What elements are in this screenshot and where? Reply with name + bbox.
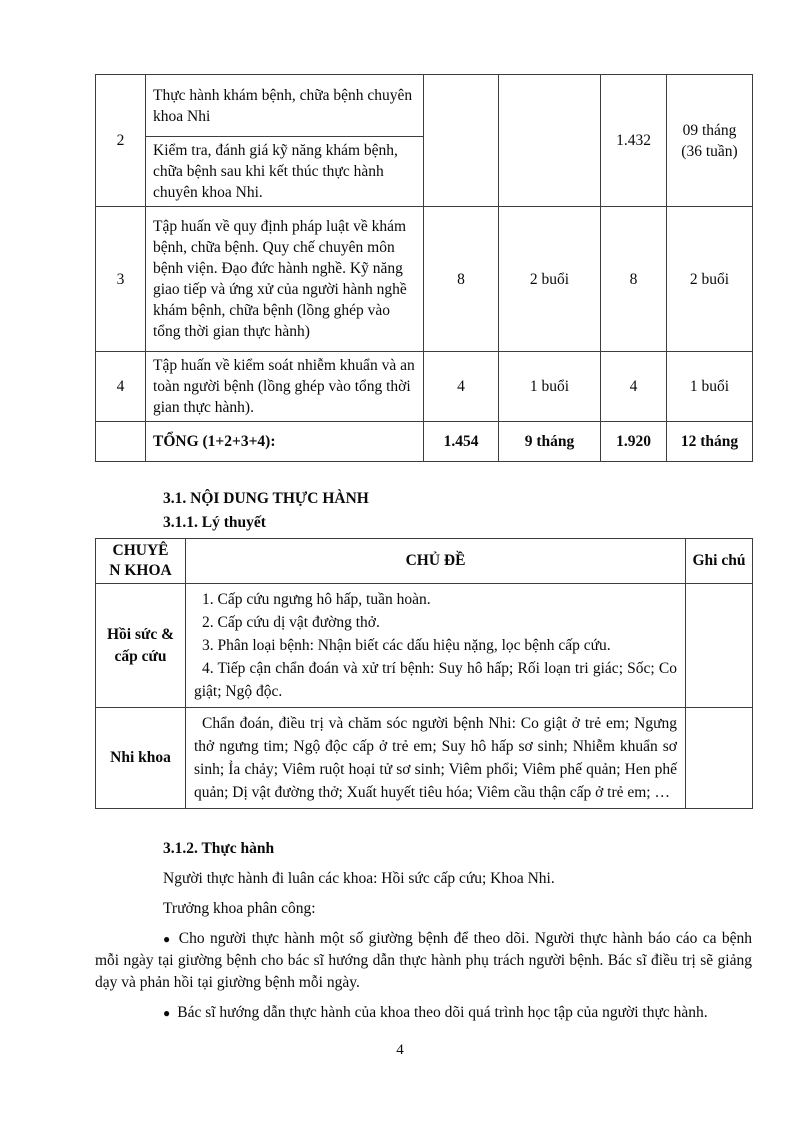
practice-paragraph-1: Người thực hành đi luân các khoa: Hồi sức cấp cứu; Khoa Nhi. [163,870,555,887]
specialty-header-line1: CHUYÊ [112,542,169,559]
total-duration-cell: 12 tháng [667,422,753,462]
topic-cell [186,584,686,708]
practice-bullet-1 [95,928,752,994]
total-duration-cell: 9 tháng [499,422,601,462]
sessions-cell: 1 buổi [667,352,753,422]
table-row [96,352,753,422]
practice-paragraph-2: Trưởng khoa phân công: [163,900,316,917]
topic-item: 3. Phân loại bệnh: Nhận biết các dấu hiệu nặng, lọc bệnh cấp cứu. [202,637,611,654]
table-header-row [96,539,753,584]
total-label-cell: TỔNG (1+2+3+4): [146,422,424,462]
section-heading-3-1: 3.1. NỘI DUNG THỰC HÀNH [163,490,369,507]
total-row [96,422,753,462]
specialty-header-line2: N KHOA [109,562,172,579]
total-hours-cell: 1.920 [601,422,667,462]
row-number-cell: 4 [96,352,146,422]
theory-table [95,538,753,809]
section-heading-3-1-1: 3.1.1. Lý thuyết [163,514,266,531]
activity-cell: Thực hành khám bệnh, chữa bệnh chuyên khoa Nhi [146,75,424,137]
row-number-cell: 3 [96,207,146,352]
section-heading-3-1-2: 3.1.2. Thực hành [163,840,275,857]
topic-item: 4. Tiếp cận chẩn đoán và xử trí bệnh: Suy hô hấp; Rối loạn tri giác; Sốc; Co giật; Ngộ độc. [194,660,677,700]
topic-header-cell: CHỦ ĐỀ [186,539,686,584]
table-row [96,75,753,137]
sessions-cell: 2 buổi [499,207,601,352]
row-number-cell: 2 [96,75,146,207]
practice-bullet-2-text: Bác sĩ hướng dẫn thực hành của khoa theo dõi quá trình học tập của người thực hành. [177,1004,708,1021]
hours-cell: 4 [601,352,667,422]
note-cell [686,584,753,708]
hours-cell: 8 [424,207,499,352]
topic-item: 1. Cấp cứu ngưng hô hấp, tuần hoàn. [202,591,431,608]
practice-bullet-2 [95,1002,752,1024]
sessions-cell: 1 buổi [499,352,601,422]
bullet-icon: ● [163,1006,171,1020]
summary-table [95,74,753,462]
specialty-cell: Nhi khoa [96,708,186,809]
note-cell [686,708,753,809]
total-hours-cell: 1.454 [424,422,499,462]
activity-cell: Kiểm tra, đánh giá kỹ năng khám bệnh, chữa bệnh sau khi kết thúc thực hành chuyên khoa Nhi. [146,137,424,207]
bullet-icon: ● [163,932,172,946]
table-row [96,207,753,352]
table-row [96,708,753,809]
sessions-cell: 2 buổi [667,207,753,352]
hours-cell: 8 [601,207,667,352]
topic-cell [186,708,686,809]
specialty-cell: Hồi sức & cấp cứu [96,584,186,708]
duration-cell: 09 tháng (36 tuần) [667,75,753,207]
page-number: 4 [396,1042,404,1058]
note-header-cell: Ghi chú [686,539,753,584]
activity-cell: Tập huấn về quy định pháp luật về khám bệnh, chữa bệnh. Quy chế chuyên môn bệnh viện. Đạo đức hành nghề. Kỹ năng giao tiếp và ứng xử của người hành nghề khám bệnh, chữa bệnh (lồng ghép vào tổng thời gian thực hành) [146,207,424,352]
practice-bullet-1-text: Cho người thực hành một số giường bệnh để theo dõi. Người thực hành báo cáo ca bệnh mỗi ngày tại giường bệnh cho bác sĩ hướng dẫn thực hành phụ trách người bệnh. Bác sĩ điều trị sẽ giảng dạy và phản hồi tại giường bệnh mỗi ngày. [95,930,752,991]
topic-paragraph: Chẩn đoán, điều trị và chăm sóc người bệnh Nhi: Co giật ở trẻ em; Ngưng thở ngưng tim; Ngộ độc cấp ở trẻ em; Suy hô hấp sơ sinh; Nhiễm khuẩn sơ sinh; Ỉa chảy; Viêm ruột hoại tử sơ sinh; Viêm phổi; Viêm phế quản; Hen phế quản; Dị vật đường thở; Xuất huyết tiêu hóa; Viêm cầu thận cấp ở trẻ em; … [194,715,677,801]
empty-cell [499,75,601,207]
specialty-header-cell [96,539,186,584]
topic-item: 2. Cấp cứu dị vật đường thở. [202,614,380,631]
hours-cell: 1.432 [601,75,667,207]
table-row [96,584,753,708]
empty-cell [96,422,146,462]
empty-cell [424,75,499,207]
activity-cell: Tập huấn về kiểm soát nhiễm khuẩn và an toàn người bệnh (lồng ghép vào tổng thời gian thực hành). [146,352,424,422]
hours-cell: 4 [424,352,499,422]
